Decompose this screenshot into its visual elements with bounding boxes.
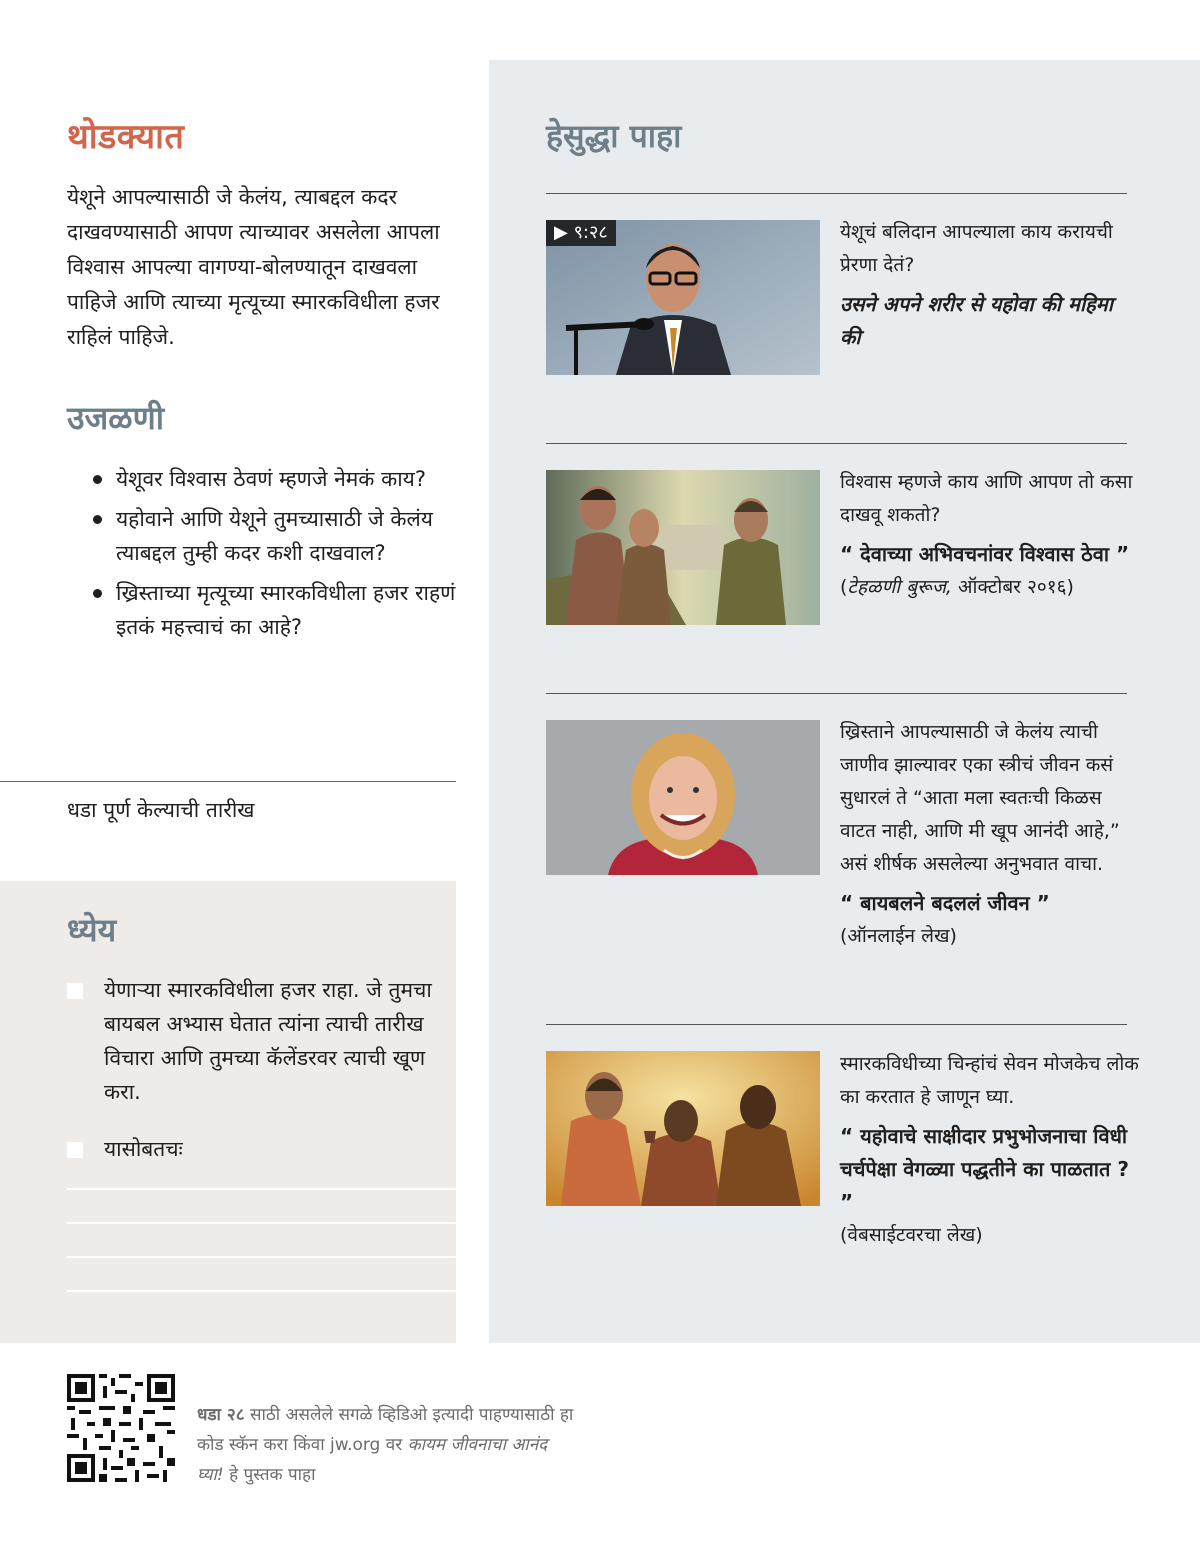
list-item — [88, 462, 458, 496]
write-line[interactable] — [67, 1222, 456, 1224]
checkbox-icon[interactable] — [67, 983, 83, 999]
entry-link[interactable]: “ देवाच्या अभिवचनांवर विश्वास ठेवा ” — [840, 542, 1130, 566]
entry-link[interactable]: उसने अपने शरीर से यहोवा की महिमा की — [840, 292, 1113, 349]
goal-checkbox-item[interactable] — [67, 1132, 437, 1166]
entry-description: येशूचं बलिदान आपल्याला काय करायची प्रेरणा देतं? — [840, 221, 1113, 276]
see-also-entry — [840, 1048, 1140, 1252]
entry-source: (टेहळणी बुरूज, ऑक्टोबर २०१६) — [840, 576, 1074, 598]
source-date: ऑक्टोबर २०१६ — [958, 576, 1067, 598]
entry-description: ख्रिस्ताने आपल्यासाठी जे केलंय त्याची जाणीव झाल्यावर एका स्त्रीचं जीवन कसं सुधारलं ते “आता मला स्वतःची किळस वाटत नाही, आणि मी खूप आनंदी आहे,” असं शीर्षक असलेल्या अनुभवात वाचा. — [840, 721, 1120, 875]
bullet-icon — [93, 475, 102, 484]
entry-link[interactable]: “ बायबलने बदललं जीवन ” — [840, 891, 1050, 915]
review-item-text: ख्रिस्ताच्या मृत्यूच्या स्मारकविधीला हजर राहणं इतकं महत्त्वाचं का आहे? — [116, 581, 456, 639]
completion-date-label: धडा पूर्ण केल्याची तारीख — [67, 798, 255, 822]
see-also-entry — [840, 216, 1140, 354]
summary-text: येशूने आपल्यासाठी जे केलंय, त्याबद्दल कदर दाखवण्यासाठी आपण त्याच्यावर असलेला आपला विश्वास आपल्या वागण्या-बोलण्यातून दाखवला पाहिजे आणि त्याच्या मृत्यूच्या स्मारकविधीला हजर राहिलं पाहिजे. — [67, 185, 440, 349]
footer-book-title: कायम जीवनाचा आनंद घ्या! — [197, 1435, 548, 1485]
bullet-icon — [93, 589, 102, 598]
entry-link[interactable]: “ यहोवाचे साक्षीदार प्रभुभोजनाचा विधी चर्चपेक्षा वेगळ्या पद्धतीने का पाळतात ? ” — [840, 1124, 1129, 1214]
checkbox-icon[interactable] — [67, 1142, 83, 1158]
review-item-text: यहोवाने आणि येशूने तुमच्यासाठी जे केलंय त्याबद्दल तुम्ही कदर कशी दाखवाल? — [116, 507, 433, 565]
footer-text — [197, 1400, 577, 1490]
footer-text-part: हे पुस्तक पाहा — [223, 1465, 316, 1485]
entry-source: (वेबसाईटवरचा लेख) — [840, 1224, 983, 1246]
goal-checkbox-item[interactable] — [67, 973, 437, 1109]
review-heading: उजळणी — [67, 399, 165, 437]
summary-heading: थोडक्यात — [67, 117, 185, 157]
divider — [546, 193, 1127, 194]
divider — [546, 693, 1127, 694]
write-line[interactable] — [67, 1188, 456, 1190]
see-also-heading: हेसुद्धा पाहा — [546, 117, 682, 155]
bullet-icon — [93, 515, 102, 524]
write-line[interactable] — [67, 1256, 456, 1258]
article-thumbnail[interactable] — [546, 470, 820, 625]
footer-text-part: साठी असलेले सगळे व्हिडिओ इत्यादी पाहण्यासाठी हा कोड स्कॅन करा किंवा jw.org वर — [197, 1405, 574, 1455]
goal-heading: ध्येय — [67, 911, 117, 949]
qr-code[interactable] — [67, 1374, 175, 1482]
goal-text: यासोबतचः — [104, 1137, 183, 1161]
list-item — [88, 576, 458, 644]
footer-lesson: धडा २८ — [197, 1405, 245, 1425]
divider — [546, 443, 1127, 444]
video-duration-badge: ▶ ९:२८ — [546, 220, 616, 246]
goal-text: येणाऱ्या स्मारकविधीला हजर राहा. जे तुमचा बायबल अभ्यास घेतात त्यांना त्याची तारीख विचारा आणि तुमच्या कॅलेंडरवर त्याची खूण करा. — [104, 978, 432, 1104]
entry-description: स्मारकविधीच्या चिन्हांचं सेवन मोजकेच लोक का करतात हे जाणून घ्या. — [840, 1053, 1139, 1108]
article-thumbnail[interactable] — [546, 720, 820, 875]
review-item-text: येशूवर विश्वास ठेवणं म्हणजे नेमकं काय? — [116, 467, 427, 491]
divider — [546, 1024, 1127, 1025]
list-item — [88, 502, 458, 570]
article-thumbnail[interactable] — [546, 1051, 820, 1206]
entry-source: (ऑनलाईन लेख) — [840, 925, 957, 947]
review-list — [88, 462, 458, 650]
entry-description: विश्वास म्हणजे काय आणि आपण तो कसा दाखवू शकतो? — [840, 471, 1133, 526]
see-also-entry — [840, 466, 1140, 604]
source-publication: टेहळणी बुरूज, — [847, 576, 952, 598]
divider — [0, 781, 456, 782]
write-line[interactable] — [67, 1290, 456, 1292]
see-also-entry — [840, 716, 1140, 953]
